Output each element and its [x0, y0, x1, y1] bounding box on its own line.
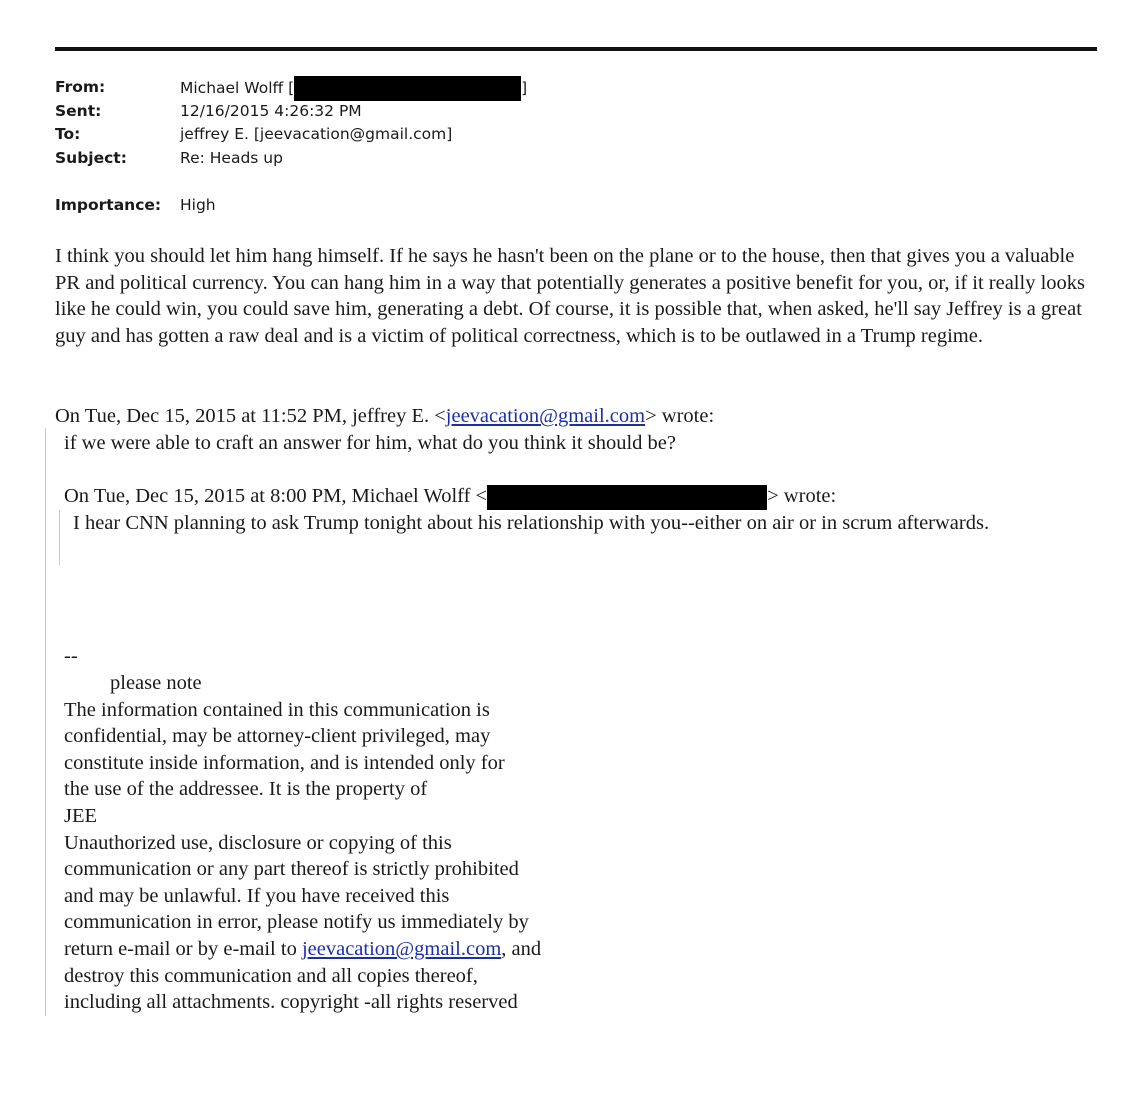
signature-line: communication in error, please notify us immediately by — [64, 911, 529, 934]
quote2-intro — [64, 483, 836, 510]
to-label: To: — [55, 125, 81, 143]
redaction-box — [487, 485, 767, 510]
signature-line: and may be unlawful. If you have received this — [64, 884, 450, 907]
quote1-email-link[interactable]: jeevacation@gmail.com — [445, 405, 646, 427]
signature-line — [64, 936, 624, 963]
quote1-intro-before: On Tue, Dec 15, 2015 at 11:52 PM, jeffrey E. < — [55, 405, 446, 427]
signature-dashes: -- — [64, 645, 78, 667]
signature-line: Unauthorized use, disclosure or copying of this — [64, 831, 452, 854]
quote2-border — [59, 510, 60, 565]
signature-email-link[interactable]: jeevacation@gmail.com — [301, 937, 502, 960]
quote1-intro — [55, 403, 714, 430]
quote1-border — [45, 428, 46, 1016]
quote1-text: if we were able to craft an answer for him, what do you think it should be? — [64, 432, 676, 454]
quote2-intro-after: > wrote: — [767, 485, 837, 507]
from-close-bracket: ] — [521, 79, 528, 97]
email-header — [55, 76, 1055, 236]
signature-note: please note — [110, 672, 202, 694]
signature-line: confidential, may be attorney-client privileged, may — [64, 725, 491, 748]
message-text: I think you should let him hang himself. If he says he hasn't been on the plane or to the house, then that gives you a valuable PR and political currency. You can hang him in a way that potentially generates a positive benefit for you, or, if it really looks like he could win, you could save him, generating a debt. Of course, it is possible that, when asked, he'll say Jeffrey is a great guy and has gotten a raw deal and is a victim of political correctness, which is to be outlawed in a Trump regime. — [55, 245, 1085, 347]
quote2-intro-before: On Tue, Dec 15, 2015 at 8:00 PM, Michael Wolff < — [64, 485, 488, 507]
from-value — [180, 76, 527, 101]
importance-label: Importance: — [55, 195, 162, 214]
quote1-intro-after: > wrote: — [645, 405, 715, 427]
signature-line: constitute inside information, and is intended only for — [64, 751, 505, 774]
subject-label: Subject: — [55, 148, 127, 167]
signature-line: The information contained in this communication is — [64, 698, 490, 721]
sent-value: 12/16/2015 4:26:32 PM — [180, 101, 362, 120]
from-label: From: — [55, 78, 106, 96]
importance-value: High — [180, 195, 216, 214]
signature-block — [64, 670, 624, 1016]
signature-line: including all attachments. copyright -all rights reserved — [64, 991, 518, 1014]
redaction-box — [294, 76, 521, 101]
signature-line10-before: return e-mail or by e-mail to — [64, 937, 302, 960]
signature-line: communication or any part thereof is strictly prohibited — [64, 858, 519, 881]
signature-line: the use of the addressee. It is the property of — [64, 778, 428, 801]
message-body — [55, 243, 1095, 349]
signature-line: destroy this communication and all copies thereof, — [64, 964, 478, 987]
sent-label: Sent: — [55, 101, 102, 120]
header-rule — [55, 47, 1097, 51]
quote2-text: I hear CNN planning to ask Trump tonight about his relationship with you--either on air or in scrum afterwards. — [73, 512, 990, 534]
to-value: jeffrey E. [jeevacation@gmail.com] — [180, 125, 453, 143]
subject-value: Re: Heads up — [180, 148, 283, 167]
signature-line: JEE — [64, 804, 98, 827]
from-name: Michael Wolff [ — [180, 79, 295, 97]
signature-line10-after: , and — [501, 937, 542, 960]
